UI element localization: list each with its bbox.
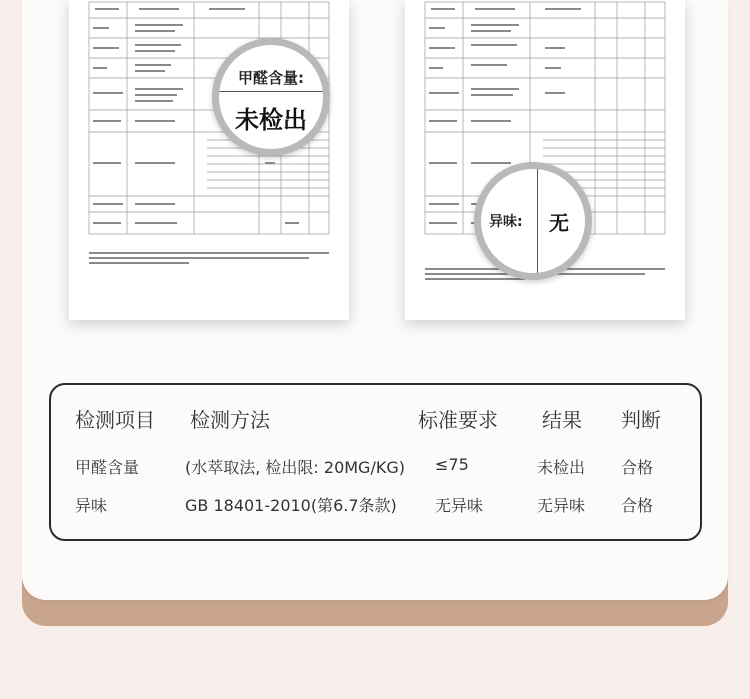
- row-1-judgement: 合格: [621, 458, 654, 477]
- magnifier-label: 异味:: [489, 214, 523, 230]
- test-report-image-left: [69, 0, 349, 320]
- header-result: 结果: [542, 408, 582, 432]
- header-method: 检测方法: [190, 408, 270, 432]
- test-results-table: [49, 383, 702, 541]
- row-2-result: 无异味: [537, 496, 586, 515]
- row-1-item: 甲醛含量: [75, 458, 140, 477]
- header-judgement: 判断: [621, 408, 661, 432]
- divider: [219, 91, 323, 92]
- magnifier-label: 甲醛含量:: [238, 69, 304, 87]
- magnifier-value: 无: [549, 211, 569, 235]
- magnifier-value: 未检出: [235, 106, 307, 134]
- row-1-method: (水萃取法, 检出限: 20MG/KG): [185, 458, 405, 477]
- magnifier-odor: [474, 162, 592, 280]
- seal-stamp: [675, 92, 685, 152]
- row-1-result: 未检出: [537, 458, 586, 477]
- magnifier-formaldehyde: [212, 38, 330, 156]
- seal-stamp: [339, 92, 349, 152]
- row-2-item: 异味: [75, 496, 108, 515]
- divider: [537, 169, 538, 273]
- header-item: 检测项目: [75, 408, 155, 432]
- row-2-judgement: 合格: [621, 496, 654, 515]
- row-1-standard: ≤75: [435, 455, 469, 474]
- row-2-method: GB 18401-2010(第6.7条款): [185, 496, 397, 515]
- header-standard: 标准要求: [418, 408, 498, 432]
- report-table-lines: [69, 0, 349, 320]
- row-2-standard: 无异味: [435, 496, 484, 515]
